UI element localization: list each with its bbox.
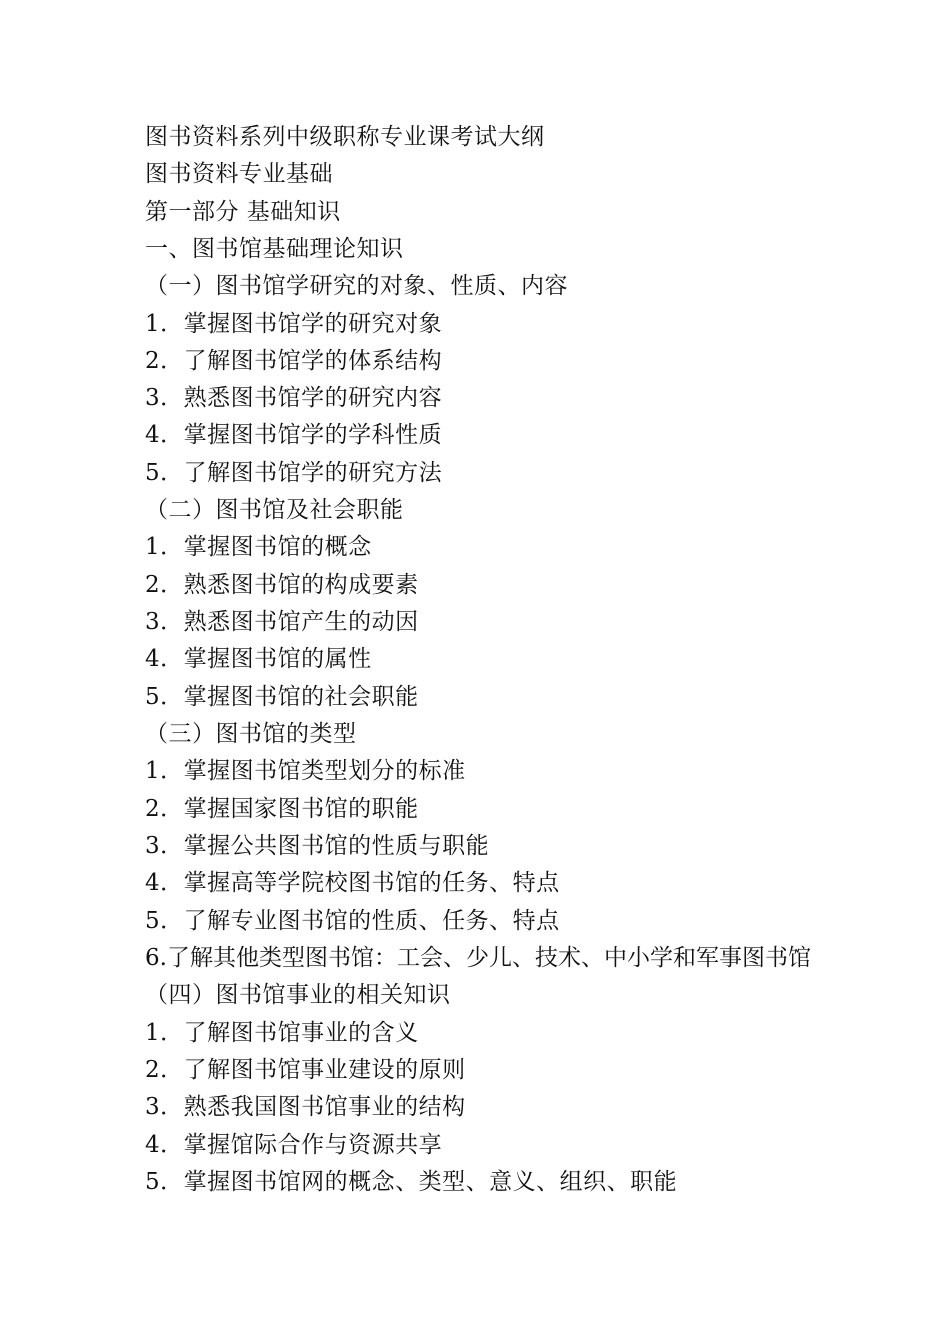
list-item: 3．熟悉我国图书馆事业的结构 <box>145 1094 466 1120</box>
section-heading: 一、图书馆基础理论知识 <box>145 236 404 262</box>
list-item: 2．掌握国家图书馆的职能 <box>145 796 419 822</box>
list-item: 4．掌握高等学院校图书馆的任务、特点 <box>145 870 560 896</box>
document-subtitle: 图书资料专业基础 <box>145 161 333 187</box>
list-item: 2．了解图书馆学的体系结构 <box>145 348 443 374</box>
list-item: 3．掌握公共图书馆的性质与职能 <box>145 833 490 859</box>
list-item: 5．掌握图书馆的社会职能 <box>145 684 419 710</box>
list-item: 4．掌握图书馆的属性 <box>145 646 372 672</box>
list-item: 2．熟悉图书馆的构成要素 <box>145 572 419 598</box>
document-title: 图书资料系列中级职称专业课考试大纲 <box>145 124 545 150</box>
subsection-heading: （四）图书馆事业的相关知识 <box>145 982 451 1008</box>
list-item: 3．熟悉图书馆产生的动因 <box>145 609 419 635</box>
part-heading: 第一部分 基础知识 <box>145 199 341 225</box>
list-item: 4．掌握图书馆学的学科性质 <box>145 422 443 448</box>
list-item: 1．掌握图书馆学的研究对象 <box>145 311 443 337</box>
list-item: 1．了解图书馆事业的含义 <box>145 1020 419 1046</box>
list-item: 6.了解其他类型图书馆：工会、少儿、技术、中小学和军事图书馆 <box>145 945 811 971</box>
list-item: 3．熟悉图书馆学的研究内容 <box>145 385 443 411</box>
list-item: 5．了解专业图书馆的性质、任务、特点 <box>145 908 560 934</box>
subsection-heading: （三）图书馆的类型 <box>145 721 357 747</box>
list-item: 4．掌握馆际合作与资源共享 <box>145 1132 443 1158</box>
list-item: 5．掌握图书馆网的概念、类型、意义、组织、职能 <box>145 1169 678 1195</box>
list-item: 1．掌握图书馆类型划分的标准 <box>145 758 466 784</box>
list-item: 2．了解图书馆事业建设的原则 <box>145 1057 466 1083</box>
list-item: 1．掌握图书馆的概念 <box>145 534 372 560</box>
list-item: 5．了解图书馆学的研究方法 <box>145 460 443 486</box>
subsection-heading: （二）图书馆及社会职能 <box>145 497 404 523</box>
subsection-heading: （一）图书馆学研究的对象、性质、内容 <box>145 273 568 299</box>
